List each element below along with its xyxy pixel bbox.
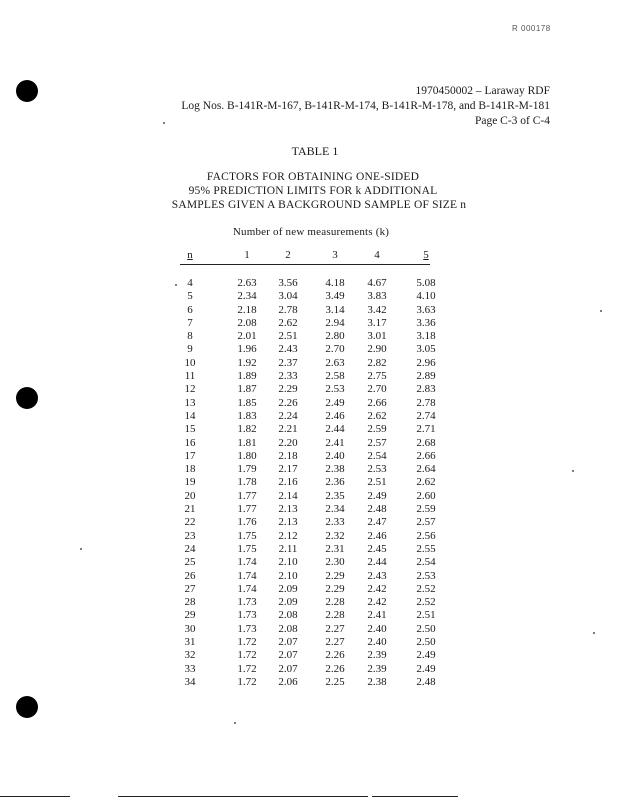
cell-k5: 2.51 (416, 609, 436, 622)
table-row (160, 476, 450, 489)
cell-n: 25 (184, 556, 196, 569)
cell-k4: 2.75 (367, 370, 387, 383)
cell-k1: 2.01 (237, 330, 257, 343)
cell-k3: 2.63 (325, 356, 345, 369)
cell-n: 34 (184, 675, 196, 688)
table-header-row (160, 249, 450, 263)
cell-k5: 2.64 (416, 463, 436, 476)
table-row (160, 423, 450, 436)
cell-k3: 2.28 (325, 596, 345, 609)
cell-k3: 2.29 (325, 582, 345, 595)
cell-n: 19 (184, 476, 196, 489)
column-header-k4: 4 (374, 249, 380, 261)
cell-k5: 2.74 (416, 409, 436, 422)
cell-k4: 2.40 (367, 636, 387, 649)
table-row (160, 317, 450, 330)
cell-n: 29 (184, 609, 196, 622)
table-row (160, 676, 450, 689)
cell-k5: 2.56 (416, 529, 436, 542)
cell-k5: 2.53 (416, 569, 436, 582)
table-row (160, 383, 450, 396)
cell-k4: 2.47 (367, 516, 387, 529)
table-row (160, 530, 450, 543)
table-row (160, 277, 450, 290)
cell-k2: 2.26 (278, 396, 298, 409)
cell-k5: 2.89 (416, 370, 436, 383)
cell-k4: 2.90 (367, 343, 387, 356)
cell-k1: 1.72 (237, 649, 257, 662)
cell-n: 13 (184, 396, 196, 409)
cell-k3: 4.18 (325, 277, 345, 289)
cell-k3: 2.40 (325, 449, 345, 462)
cell-k5: 2.49 (416, 649, 436, 662)
binder-hole-bottom (16, 696, 38, 718)
cell-k4: 2.41 (367, 609, 387, 622)
cell-n: 11 (184, 370, 196, 383)
cell-k1: 1.75 (237, 529, 257, 542)
cell-k2: 2.13 (278, 516, 298, 529)
cell-k1: 1.74 (237, 569, 257, 582)
table-row (160, 503, 450, 516)
cell-k3: 2.44 (325, 423, 345, 436)
cell-k3: 2.70 (325, 343, 345, 356)
cell-k4: 4.67 (367, 277, 387, 289)
cell-k2: 3.04 (278, 290, 298, 303)
cell-k5: 2.96 (416, 356, 436, 369)
cell-k5: 3.05 (416, 343, 436, 356)
column-header-k3: 3 (332, 249, 338, 261)
cell-k3: 2.32 (325, 529, 345, 542)
binder-hole-top (16, 80, 38, 102)
cell-k2: 2.06 (278, 675, 298, 688)
cell-k3: 2.53 (325, 383, 345, 396)
cell-k5: 2.54 (416, 556, 436, 569)
cell-k4: 2.59 (367, 423, 387, 436)
cell-k5: 2.68 (416, 436, 436, 449)
table-row (160, 516, 450, 529)
footer-rule-left (0, 796, 70, 797)
table-row (160, 304, 450, 317)
cell-k2: 2.09 (278, 582, 298, 595)
binder-hole-middle (16, 387, 38, 409)
cell-k2: 2.10 (278, 556, 298, 569)
cell-k4: 2.53 (367, 463, 387, 476)
cell-k3: 2.26 (325, 662, 345, 675)
cell-n: 20 (184, 489, 196, 502)
cell-k1: 1.79 (237, 463, 257, 476)
cell-k3: 2.33 (325, 516, 345, 529)
column-header-k2: 2 (285, 249, 291, 261)
cell-k4: 2.46 (367, 529, 387, 542)
cell-n: 12 (184, 383, 196, 396)
cell-k1: 1.82 (237, 423, 257, 436)
cell-k4: 2.44 (367, 556, 387, 569)
cell-k3: 2.80 (325, 330, 345, 343)
cell-n: 5 (187, 290, 193, 303)
table-row (160, 583, 450, 596)
cell-k1: 1.75 (237, 542, 257, 555)
cell-k5: 2.49 (416, 662, 436, 675)
cell-k4: 2.57 (367, 436, 387, 449)
cell-k4: 2.43 (367, 569, 387, 582)
cell-k5: 2.60 (416, 489, 436, 502)
cell-k2: 2.10 (278, 569, 298, 582)
table-row (160, 490, 450, 503)
scan-speck (572, 470, 574, 472)
cell-n: 18 (184, 463, 196, 476)
cell-k5: 2.71 (416, 423, 436, 436)
cell-k4: 3.17 (367, 316, 387, 329)
cell-k5: 2.52 (416, 596, 436, 609)
scan-speck (593, 632, 595, 634)
table-body (160, 277, 450, 689)
cell-k4: 2.49 (367, 489, 387, 502)
cell-k4: 2.45 (367, 542, 387, 555)
cell-n: 32 (184, 649, 196, 662)
cell-k5: 2.62 (416, 476, 436, 489)
cell-k3: 2.58 (325, 370, 345, 383)
cell-k1: 2.08 (237, 316, 257, 329)
cell-k5: 3.63 (416, 303, 436, 316)
cell-n: 23 (184, 529, 196, 542)
cell-k2: 2.16 (278, 476, 298, 489)
cell-k5: 2.66 (416, 449, 436, 462)
cell-k3: 2.25 (325, 675, 345, 688)
cell-k2: 2.21 (278, 423, 298, 436)
table-row (160, 663, 450, 676)
scan-speck (80, 548, 82, 550)
cell-k2: 2.33 (278, 370, 298, 383)
column-header-k5: 5 (423, 249, 429, 261)
cell-n: 31 (184, 636, 196, 649)
cell-k5: 2.78 (416, 396, 436, 409)
cell-k4: 2.39 (367, 662, 387, 675)
table-row (160, 330, 450, 343)
cell-k2: 2.43 (278, 343, 298, 356)
header-page-number: Page C-3 of C-4 (474, 115, 550, 127)
cell-k1: 1.72 (237, 636, 257, 649)
scan-speck (175, 284, 177, 286)
cell-k1: 2.18 (237, 303, 257, 316)
cell-k4: 2.48 (367, 503, 387, 516)
cell-k4: 2.54 (367, 449, 387, 462)
cell-n: 14 (184, 409, 196, 422)
cell-k1: 1.80 (237, 449, 257, 462)
cell-k5: 2.48 (416, 675, 436, 688)
table-row (160, 437, 450, 450)
cell-n: 21 (184, 503, 196, 516)
cell-n: 4 (187, 277, 193, 289)
cell-n: 30 (184, 622, 196, 635)
table-row (160, 463, 450, 476)
cell-k3: 2.30 (325, 556, 345, 569)
cell-k2: 2.18 (278, 449, 298, 462)
cell-k3: 2.49 (325, 396, 345, 409)
cell-k5: 2.59 (416, 503, 436, 516)
cell-k2: 2.24 (278, 409, 298, 422)
cell-k3: 2.35 (325, 489, 345, 502)
table-row (160, 370, 450, 383)
cell-n: 10 (184, 356, 196, 369)
table-caption: Number of new measurements (k) (232, 226, 390, 238)
cell-k1: 1.89 (237, 370, 257, 383)
table-row (160, 570, 450, 583)
table-label: TABLE 1 (291, 144, 339, 158)
cell-k2: 2.29 (278, 383, 298, 396)
cell-k1: 1.73 (237, 596, 257, 609)
cell-k5: 2.50 (416, 636, 436, 649)
cell-k1: 2.63 (237, 277, 257, 289)
table-row (160, 596, 450, 609)
cell-n: 26 (184, 569, 196, 582)
table-row (160, 290, 450, 303)
scan-speck (234, 722, 236, 724)
cell-k3: 2.46 (325, 409, 345, 422)
table-row (160, 357, 450, 370)
cell-k3: 2.28 (325, 609, 345, 622)
cell-n: 27 (184, 582, 196, 595)
cell-k5: 2.52 (416, 582, 436, 595)
cell-n: 15 (184, 423, 196, 436)
cell-k4: 2.42 (367, 582, 387, 595)
cell-k4: 3.01 (367, 330, 387, 343)
cell-k5: 3.18 (416, 330, 436, 343)
cell-k5: 2.57 (416, 516, 436, 529)
table-row (160, 636, 450, 649)
cell-k3: 2.26 (325, 649, 345, 662)
cell-k1: 1.77 (237, 489, 257, 502)
cell-k5: 3.36 (416, 316, 436, 329)
cell-k5: 2.55 (416, 542, 436, 555)
cell-k5: 5.08 (416, 277, 436, 289)
cell-k2: 2.12 (278, 529, 298, 542)
cell-k1: 1.74 (237, 582, 257, 595)
cell-k1: 1.77 (237, 503, 257, 516)
cell-k1: 1.74 (237, 556, 257, 569)
cell-k3: 2.29 (325, 569, 345, 582)
cell-k2: 2.37 (278, 356, 298, 369)
footer-rule-center (118, 796, 368, 797)
cell-k1: 1.72 (237, 662, 257, 675)
cell-n: 22 (184, 516, 196, 529)
cell-n: 6 (187, 303, 193, 316)
cell-k3: 2.27 (325, 636, 345, 649)
header-log-numbers: Log Nos. B-141R-M-167, B-141R-M-174, B-141R-M-178, and B-141R-M-181 (181, 100, 550, 112)
cell-k1: 1.81 (237, 436, 257, 449)
cell-k4: 3.42 (367, 303, 387, 316)
cell-k1: 1.78 (237, 476, 257, 489)
cell-n: 8 (187, 330, 193, 343)
table-row (160, 343, 450, 356)
cell-k1: 1.73 (237, 609, 257, 622)
cell-k1: 1.73 (237, 622, 257, 635)
cell-k1: 2.34 (237, 290, 257, 303)
cell-k2: 2.11 (278, 542, 298, 555)
cell-k4: 3.83 (367, 290, 387, 303)
cell-k2: 2.62 (278, 316, 298, 329)
cell-k3: 2.27 (325, 622, 345, 635)
cell-k4: 2.62 (367, 409, 387, 422)
document-stamp: R 000178 (512, 24, 551, 33)
cell-n: 9 (187, 343, 193, 356)
cell-k3: 2.94 (325, 316, 345, 329)
cell-k4: 2.82 (367, 356, 387, 369)
cell-k2: 2.07 (278, 649, 298, 662)
cell-n: 28 (184, 596, 196, 609)
cell-n: 7 (187, 316, 193, 329)
cell-n: 24 (184, 542, 196, 555)
cell-k2: 2.20 (278, 436, 298, 449)
cell-k2: 2.51 (278, 330, 298, 343)
column-header-k1: 1 (244, 249, 250, 261)
footer-rule-right (372, 796, 458, 797)
cell-k2: 2.08 (278, 622, 298, 635)
table-title-line-3: SAMPLES GIVEN A BACKGROUND SAMPLE OF SIZE n (171, 199, 467, 211)
cell-k2: 3.56 (278, 277, 298, 289)
cell-n: 17 (184, 449, 196, 462)
cell-k4: 2.66 (367, 396, 387, 409)
table-row (160, 609, 450, 622)
cell-k4: 2.42 (367, 596, 387, 609)
cell-n: 33 (184, 662, 196, 675)
table-title-line-1: FACTORS FOR OBTAINING ONE-SIDED (206, 171, 420, 183)
table-row (160, 649, 450, 662)
cell-k2: 2.08 (278, 609, 298, 622)
table-title-line-2: 95% PREDICTION LIMITS FOR k ADDITIONAL (188, 185, 438, 197)
cell-k3: 3.14 (325, 303, 345, 316)
cell-k4: 2.39 (367, 649, 387, 662)
cell-k2: 2.17 (278, 463, 298, 476)
cell-k3: 2.34 (325, 503, 345, 516)
cell-k5: 4.10 (416, 290, 436, 303)
cell-k2: 2.07 (278, 662, 298, 675)
table-row (160, 543, 450, 556)
cell-k1: 1.83 (237, 409, 257, 422)
table-row (160, 623, 450, 636)
cell-k2: 2.78 (278, 303, 298, 316)
column-header-n: n (187, 249, 193, 261)
header-underline (180, 264, 430, 265)
cell-k1: 1.87 (237, 383, 257, 396)
cell-k4: 2.70 (367, 383, 387, 396)
cell-k2: 2.13 (278, 503, 298, 516)
cell-k3: 2.38 (325, 463, 345, 476)
cell-k3: 3.49 (325, 290, 345, 303)
table-row (160, 556, 450, 569)
cell-k4: 2.51 (367, 476, 387, 489)
cell-k1: 1.92 (237, 356, 257, 369)
scan-speck (163, 122, 165, 124)
cell-k1: 1.76 (237, 516, 257, 529)
cell-k1: 1.96 (237, 343, 257, 356)
cell-k1: 1.72 (237, 675, 257, 688)
cell-k1: 1.85 (237, 396, 257, 409)
scan-speck (600, 310, 602, 312)
cell-n: 16 (184, 436, 196, 449)
cell-k2: 2.14 (278, 489, 298, 502)
cell-k5: 2.83 (416, 383, 436, 396)
cell-k3: 2.36 (325, 476, 345, 489)
table-row (160, 450, 450, 463)
table-row (160, 410, 450, 423)
cell-k3: 2.31 (325, 542, 345, 555)
header-project: 1970450002 – Laraway RDF (415, 85, 550, 97)
cell-k4: 2.40 (367, 622, 387, 635)
cell-k3: 2.41 (325, 436, 345, 449)
cell-k5: 2.50 (416, 622, 436, 635)
cell-k4: 2.38 (367, 675, 387, 688)
table-row (160, 397, 450, 410)
cell-k2: 2.07 (278, 636, 298, 649)
cell-k2: 2.09 (278, 596, 298, 609)
